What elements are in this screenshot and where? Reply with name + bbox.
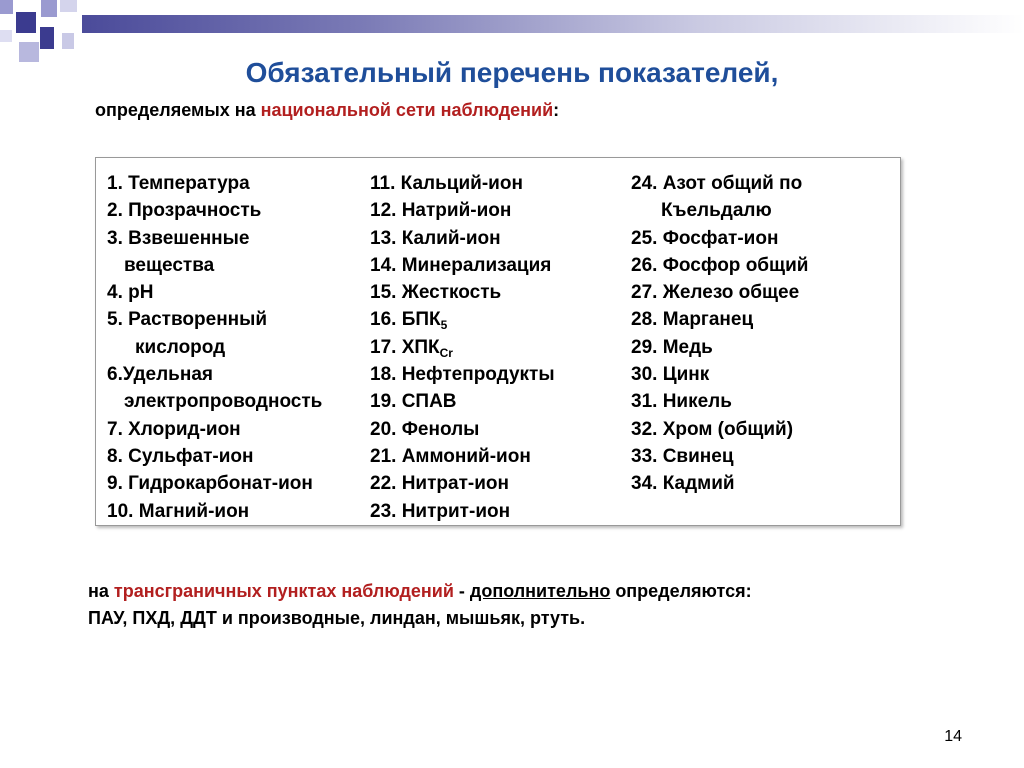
list-item: 18. Нефтепродукты	[370, 364, 555, 386]
indicators-column-3	[631, 170, 808, 498]
list-item: 4. рН	[107, 282, 154, 304]
hpk-subscript: Cr	[439, 345, 453, 360]
transboundary-note-line-1	[88, 578, 752, 605]
page-title: Обязательный перечень показателей,	[245, 57, 779, 88]
list-item: вещества	[124, 254, 215, 276]
list-item: 2. Прозрачность	[107, 200, 262, 222]
list-item	[370, 306, 555, 333]
list-item: 28. Марганец	[631, 309, 754, 331]
page-number: 14	[944, 728, 962, 745]
list-item: 33. Свинец	[631, 445, 734, 467]
list-item: 20. Фенолы	[370, 418, 480, 440]
list-item: 29. Медь	[631, 336, 713, 358]
list-item: 25. Фосфат-ион	[631, 227, 779, 249]
list-item: 14. Минерализация	[370, 254, 552, 276]
list-item: электропроводность	[124, 391, 323, 413]
list-item: Къельдалю	[661, 200, 772, 222]
note-underlined: дополнительно	[469, 581, 611, 601]
list-item: 31. Никель	[631, 391, 732, 413]
list-item: 5. Растворенный	[107, 309, 268, 331]
note-prefix: на	[88, 581, 114, 601]
subtitle-prefix: определяемых на	[95, 100, 261, 120]
list-item: 6.Удельная	[107, 364, 213, 386]
list-item: 1. Температура	[107, 173, 250, 194]
bpk-subscript: 5	[440, 318, 448, 333]
list-item: 30. Цинк	[631, 364, 710, 386]
list-item: 15. Жесткость	[370, 282, 502, 304]
list-item	[370, 334, 555, 361]
subtitle	[95, 100, 559, 121]
transboundary-note	[88, 578, 752, 632]
list-item: 11. Кальций-ион	[370, 173, 523, 194]
list-item: 10. Магний-ион	[107, 500, 250, 522]
list-item: кислород	[135, 336, 226, 358]
list-item: 26. Фосфор общий	[631, 254, 809, 276]
list-item: 22. Нитрат-ион	[370, 473, 509, 495]
indicators-list-box	[95, 157, 901, 526]
transboundary-note-line-2: ПАУ, ПХД, ДДТ и производные, линдан, мышьяк, ртуть.	[88, 608, 586, 628]
list-item: 24. Азот общий по	[631, 173, 803, 194]
list-item: 12. Натрий-ион	[370, 200, 512, 222]
list-item: 27. Железо общее	[631, 282, 800, 304]
note-highlight: трансграничных пунктах наблюдений	[113, 581, 454, 601]
note-dash: -	[453, 581, 470, 601]
note-suffix: определяются:	[610, 581, 752, 601]
indicators-column-2	[370, 170, 555, 525]
list-item: 13. Калий-ион	[370, 227, 501, 249]
list-item: 8. Сульфат-ион	[107, 445, 254, 467]
list-item: 23. Нитрит-ион	[370, 500, 511, 522]
subtitle-highlight: национальной сети наблюдений	[260, 100, 554, 120]
list-item: 9. Гидрокарбонат-ион	[107, 473, 313, 495]
hpk-label: 17. ХПК	[370, 336, 440, 358]
list-item: 21. Аммоний-ион	[370, 445, 531, 467]
subtitle-suffix: :	[553, 100, 560, 120]
list-item: 32. Хром (общий)	[631, 418, 794, 440]
bpk-label: 16. БПК	[370, 309, 441, 331]
indicators-column-1	[107, 170, 322, 525]
list-item: 3. Взвешенные	[107, 227, 250, 249]
list-item: 19. СПАВ	[370, 391, 457, 413]
header-bar	[82, 15, 1024, 33]
list-item: 34. Кадмий	[631, 473, 735, 495]
list-item: 7. Хлорид-ион	[107, 418, 241, 440]
